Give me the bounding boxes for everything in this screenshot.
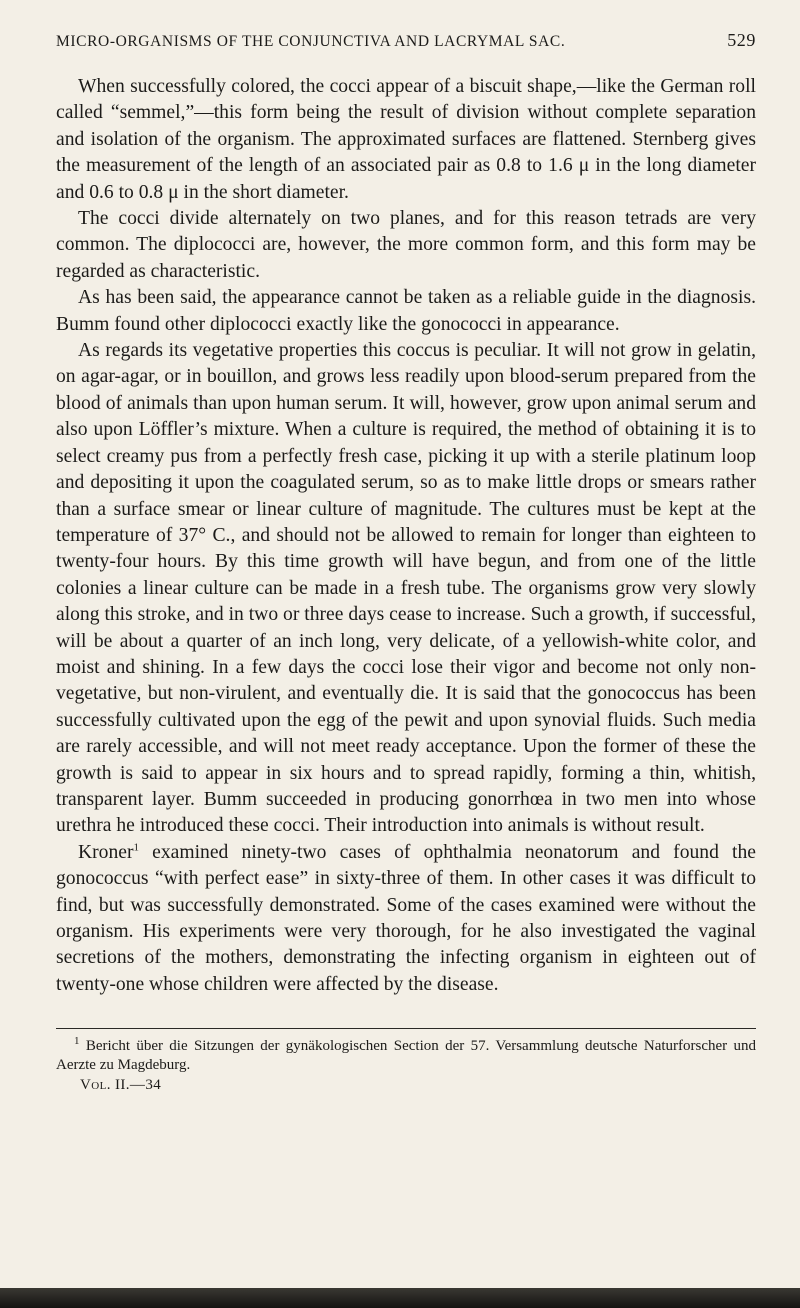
page-edge-shadow (0, 1288, 800, 1308)
signature-mark: Vol. II.—34 (80, 1077, 162, 1094)
page-number: 529 (727, 30, 756, 50)
page (56, 30, 756, 1094)
paragraph: As has been said, the appearance cannot be taken as a reliable guide in the diagnosis. Bumm found other diplococci exactly like the gonococci in appearance. (56, 287, 756, 335)
paragraph-text: examined ninety-two cases of ophthalmia neonatorum and found the gonococcus “with perfect ease” in sixty-three of them. In other cases it was difficult to find, but was successfully demonstrated. Some of the cases examined were without the organism. His experiments were very thorough, for he also investigated the vaginal secretions of the mothers, demonstrating the infecting organism in eighteen out of twenty-one whose children were affected by the disease. (56, 841, 756, 995)
paragraph: The cocci divide alternately on two planes, and for this reason tetrads are very common. The diplococci are, however, the more common form, and this form may be regarded as characteristic. (56, 208, 756, 282)
footnote-text: Bericht über die Sitzungen der gynäkologischen Section der 57. Versammlung deutsche Naturforscher und Aerzte zu Magdeburg. (56, 1038, 756, 1073)
author-name: Kroner (78, 841, 134, 863)
body-text (56, 74, 756, 998)
running-header (56, 30, 756, 62)
paragraph-kroner (56, 840, 756, 998)
paragraph: When successfully colored, the cocci appear of a biscuit shape,—like the German roll called “semmel,”—this form being the result of division without complete separation and isolation of the organism. The approximated surfaces are flattened. Sternberg gives the measurement of the length of an associated pair as 0.8 to 1.6 μ in the long diameter and 0.6 to 0.8 μ in the short diameter. (56, 76, 756, 203)
footnote-ref: 1 (74, 1035, 80, 1048)
footnotes (56, 1028, 756, 1094)
running-title: MICRO-ORGANISMS OF THE CONJUNCTIVA AND LACRYMAL SAC. (56, 33, 566, 50)
footnote (56, 1037, 756, 1074)
footnote-marker: 1 (133, 841, 139, 854)
paragraph: As regards its vegetative properties this coccus is peculiar. It will not grow in gelatin, on agar-agar, or in bouillon, and grows less readily upon blood-serum prepared from the blood of animals than upon human serum. It will, however, grow upon animal serum and also upon Löffler’s mixture. When a culture is required, the method of obtaining it is to select creamy pus from a perfectly fresh case, picking it up with a sterile platinum loop and depositing it upon the coagulated serum, so as to make little drops or smears rather than a surface smear or linear culture of magnitude. The cultures must be kept at the temperature of 37° C., and should not be allowed to remain for longer than eighteen to twenty-four hours. By this time growth will have begun, and from one of the little colonies a linear culture can be made in a fresh tube. The organisms grow very slowly along this stroke, and in two or three days cease to increase. Such a growth, if successful, will be about a quarter of an inch long, very delicate, of a yellowish-white color, and moist and shining. In a few days the cocci lose their vigor and become not only non-vegetative, but non-virulent, and eventually die. It is said that the gonococcus has been successfully cultivated upon the egg of the pewit and upon synovial fluids. Such media are rarely accessible, and will not meet ready acceptance. Upon the former of these the growth is said to appear in six hours and to spread rapidly, forming a thin, whitish, transparent layer. Bumm succeeded in producing gonorrhœa in two men into whose urethra he introduced these cocci. Their introduction into animals is without result. (56, 340, 756, 837)
